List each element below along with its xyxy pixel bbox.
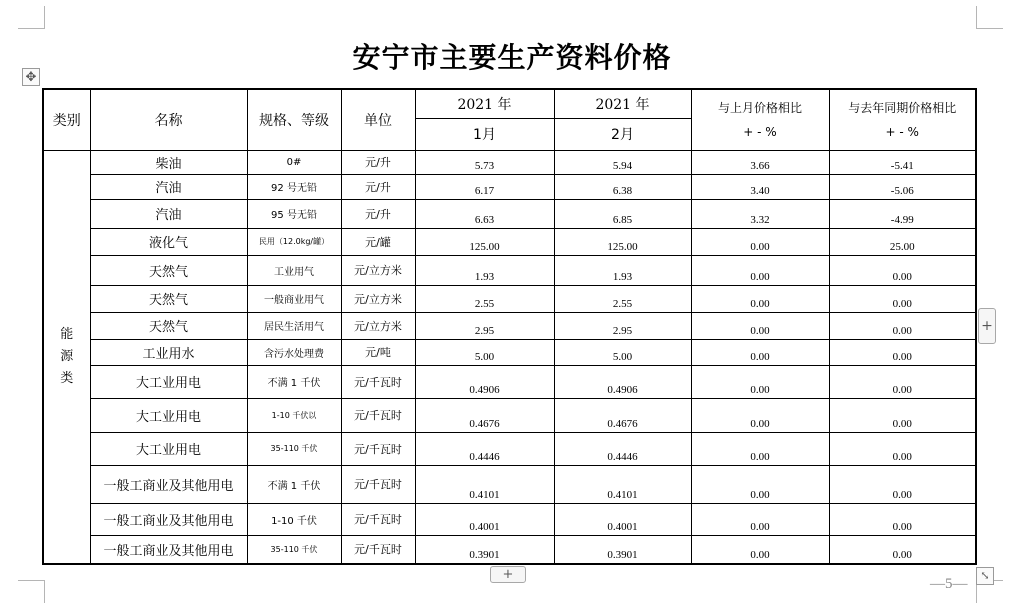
change-year-on-year[interactable] <box>829 199 976 228</box>
price-jan[interactable] <box>415 174 554 199</box>
price-jan-text: 2.95 <box>474 324 495 337</box>
price-jan[interactable] <box>415 339 554 365</box>
item-unit[interactable] <box>341 285 415 312</box>
change-month-on-month-text: 0.00 <box>750 350 770 363</box>
item-spec-text: 不满 1 千伏 <box>267 378 321 389</box>
item-name[interactable] <box>90 398 247 432</box>
change-year-on-year-text: 0.00 <box>892 297 912 310</box>
item-spec-text: 35-110 千伏 <box>270 444 318 453</box>
add-row-button[interactable]: + <box>490 566 526 583</box>
item-spec[interactable] <box>247 398 341 432</box>
item-name[interactable] <box>90 432 247 465</box>
item-spec-text: 不满 1 千伏 <box>267 480 321 492</box>
price-feb[interactable] <box>554 174 691 199</box>
item-name[interactable] <box>90 503 247 535</box>
item-spec-text: 35-110 千伏 <box>270 544 318 554</box>
page-title: 安宁市主要生产资料价格 <box>352 41 672 74</box>
price-jan[interactable] <box>415 228 554 255</box>
change-month-on-month-text: 0.00 <box>750 488 770 501</box>
item-name[interactable] <box>90 199 247 228</box>
table-row <box>43 535 976 564</box>
item-spec[interactable] <box>247 228 341 255</box>
item-name-text: 天然气 <box>148 293 188 308</box>
price-jan[interactable] <box>415 285 554 312</box>
price-jan[interactable] <box>415 199 554 228</box>
item-spec-text: 一般商业用气 <box>264 295 324 306</box>
price-feb-text: 0.4101 <box>607 488 638 501</box>
price-feb[interactable] <box>554 503 691 535</box>
item-spec[interactable] <box>247 199 341 228</box>
add-column-button[interactable]: + <box>978 308 996 344</box>
item-name-text: 汽油 <box>155 208 182 223</box>
change-month-on-month-text: 3.32 <box>750 213 770 226</box>
change-month-on-month-text: 0.00 <box>750 549 770 561</box>
item-spec-text: 含污水处理费 <box>264 348 324 360</box>
header-yoy-line2: + - % <box>885 124 919 139</box>
item-unit-text: 元/千瓦时 <box>354 478 402 491</box>
item-unit-text: 元/立方米 <box>354 319 402 333</box>
table-row <box>43 503 976 535</box>
item-name-text: 天然气 <box>148 264 188 280</box>
price-jan[interactable] <box>415 503 554 535</box>
item-unit[interactable] <box>341 312 415 339</box>
change-year-on-year-text: 0.00 <box>892 324 912 337</box>
table-row <box>43 150 976 174</box>
header-mom-line1: 与上月价格相比 <box>717 100 802 115</box>
table-move-handle-icon[interactable]: ✥ <box>22 68 40 86</box>
header-spec: 规格、等级 <box>247 89 341 150</box>
change-month-on-month[interactable] <box>691 150 829 174</box>
price-feb-text: 125.00 <box>607 240 638 253</box>
price-feb-text: 0.4906 <box>607 383 638 396</box>
price-jan-text: 0.4676 <box>469 417 500 430</box>
change-month-on-month-text: 0.00 <box>750 297 770 310</box>
change-month-on-month[interactable] <box>691 535 829 564</box>
category-cell <box>43 150 90 564</box>
price-feb[interactable] <box>554 228 691 255</box>
price-feb[interactable] <box>554 199 691 228</box>
item-name[interactable] <box>90 174 247 199</box>
change-month-on-month[interactable] <box>691 312 829 339</box>
price-table <box>42 88 977 565</box>
item-spec[interactable] <box>247 503 341 535</box>
price-feb[interactable] <box>554 255 691 285</box>
change-year-on-year-text: 0.00 <box>892 450 912 463</box>
item-name[interactable] <box>90 312 247 339</box>
price-jan[interactable] <box>415 150 554 174</box>
item-unit[interactable] <box>341 465 415 503</box>
item-name-text: 液化气 <box>148 236 188 251</box>
item-name-text: 一般工商业及其他用电 <box>103 478 234 494</box>
price-jan-text: 0.3901 <box>469 549 500 561</box>
item-spec-text: 1-10 千伏以 <box>271 410 317 420</box>
change-year-on-year[interactable] <box>829 174 976 199</box>
change-year-on-year-text: 25.00 <box>889 240 915 253</box>
item-name[interactable] <box>90 465 247 503</box>
price-jan[interactable] <box>415 398 554 432</box>
change-year-on-year-text: 0.00 <box>892 549 912 561</box>
change-month-on-month[interactable] <box>691 503 829 535</box>
change-year-on-year-text: -5.41 <box>890 159 914 172</box>
change-month-on-month[interactable] <box>691 339 829 365</box>
price-jan-text: 0.4101 <box>469 488 500 501</box>
item-unit[interactable] <box>341 174 415 199</box>
item-name-text: 一般工商业及其他用电 <box>103 513 234 529</box>
price-feb[interactable] <box>554 150 691 174</box>
item-unit[interactable] <box>341 150 415 174</box>
table-row <box>43 285 976 312</box>
price-jan[interactable] <box>415 255 554 285</box>
change-month-on-month-text: 0.00 <box>750 520 770 533</box>
change-year-on-year-text: -4.99 <box>890 213 914 226</box>
price-feb[interactable] <box>554 339 691 365</box>
item-unit-text: 元/千瓦时 <box>354 409 402 422</box>
table-row <box>43 339 976 365</box>
item-unit-text: 元/千瓦时 <box>354 442 402 456</box>
table-row <box>43 432 976 465</box>
item-spec[interactable] <box>247 150 341 174</box>
price-feb[interactable] <box>554 365 691 398</box>
table-row <box>43 312 976 339</box>
item-name[interactable] <box>90 339 247 365</box>
change-year-on-year[interactable] <box>829 228 976 255</box>
header-year-b: 2021 年 <box>554 89 691 118</box>
change-month-on-month-text: 3.66 <box>750 159 770 172</box>
price-jan[interactable] <box>415 432 554 465</box>
change-month-on-month[interactable] <box>691 465 829 503</box>
price-feb-text: 5.94 <box>612 159 633 172</box>
header-name: 名称 <box>90 89 247 150</box>
change-year-on-year-text: 0.00 <box>892 270 912 283</box>
item-unit[interactable] <box>341 365 415 398</box>
item-name-text: 汽油 <box>155 181 182 196</box>
change-year-on-year-text: -5.06 <box>890 184 914 197</box>
item-unit-text: 元/千瓦时 <box>354 543 402 557</box>
change-month-on-month-text: 3.40 <box>750 184 770 197</box>
price-feb-text: 1.93 <box>612 270 633 283</box>
item-unit[interactable] <box>341 255 415 285</box>
item-unit[interactable] <box>341 339 415 365</box>
price-feb-text: 0.4001 <box>607 520 638 533</box>
item-spec[interactable] <box>247 174 341 199</box>
item-unit[interactable] <box>341 199 415 228</box>
item-name[interactable] <box>90 285 247 312</box>
header-yoy-line1: 与去年同期价格相比 <box>848 100 957 115</box>
price-jan-text: 125.00 <box>469 240 500 253</box>
item-spec[interactable] <box>247 255 341 285</box>
change-month-on-month-text: 0.00 <box>750 324 770 337</box>
item-unit[interactable] <box>341 228 415 255</box>
change-year-on-year[interactable] <box>829 535 976 564</box>
item-spec-text: 0# <box>286 156 302 168</box>
item-spec[interactable] <box>247 312 341 339</box>
change-month-on-month-text: 0.00 <box>750 417 770 430</box>
header-year-a: 2021 年 <box>415 89 554 118</box>
price-jan-text: 0.4001 <box>469 520 500 533</box>
price-feb[interactable] <box>554 312 691 339</box>
price-jan-text: 6.63 <box>474 213 495 226</box>
crop-mark-top-right <box>976 6 1003 29</box>
table-row <box>43 228 976 255</box>
change-year-on-year[interactable] <box>829 150 976 174</box>
item-name-text: 工业用水 <box>142 346 195 362</box>
change-month-on-month[interactable] <box>691 285 829 312</box>
change-year-on-year[interactable] <box>829 503 976 535</box>
item-unit-text: 元/升 <box>365 180 391 194</box>
price-feb[interactable] <box>554 285 691 312</box>
header-month-on-month <box>691 89 829 150</box>
change-year-on-year-text: 0.00 <box>892 417 912 430</box>
price-feb-text: 6.85 <box>612 213 633 226</box>
price-jan-text: 5.73 <box>474 159 495 172</box>
table-resize-handle-icon[interactable]: ⤡ <box>976 567 994 585</box>
change-year-on-year[interactable] <box>829 339 976 365</box>
change-month-on-month[interactable] <box>691 199 829 228</box>
change-month-on-month-text: 0.00 <box>750 270 770 283</box>
change-month-on-month[interactable] <box>691 365 829 398</box>
price-jan-text: 6.17 <box>474 184 495 197</box>
item-spec[interactable] <box>247 365 341 398</box>
change-month-on-month[interactable] <box>691 174 829 199</box>
table-row <box>43 398 976 432</box>
item-name-text: 柴油 <box>155 156 182 172</box>
page-number: —5— <box>930 576 968 592</box>
header-year-on-year <box>829 89 976 150</box>
price-feb[interactable] <box>554 398 691 432</box>
item-name[interactable] <box>90 150 247 174</box>
price-jan-text: 1.93 <box>474 270 495 283</box>
crop-mark-top-left <box>18 6 45 29</box>
change-month-on-month[interactable] <box>691 255 829 285</box>
item-unit-text: 元/千瓦时 <box>354 375 402 389</box>
item-unit-text: 元/罐 <box>365 235 391 249</box>
change-month-on-month[interactable] <box>691 228 829 255</box>
item-spec-text: 居民生活用气 <box>264 322 324 333</box>
change-month-on-month-text: 0.00 <box>750 383 770 396</box>
header-month-a: 1月 <box>415 118 554 150</box>
item-spec[interactable] <box>247 432 341 465</box>
item-unit-text: 元/升 <box>365 156 391 169</box>
change-year-on-year[interactable] <box>829 255 976 285</box>
change-year-on-year[interactable] <box>829 365 976 398</box>
table-row <box>43 465 976 503</box>
crop-mark-bottom-left <box>18 580 45 603</box>
item-unit-text: 元/立方米 <box>354 292 402 306</box>
table-row <box>43 174 976 199</box>
item-unit[interactable] <box>341 535 415 564</box>
item-name-text: 大工业用电 <box>135 409 201 425</box>
change-year-on-year-text: 0.00 <box>892 350 912 363</box>
price-feb[interactable] <box>554 465 691 503</box>
item-name[interactable] <box>90 228 247 255</box>
change-month-on-month[interactable] <box>691 432 829 465</box>
item-unit-text: 元/吨 <box>365 346 391 359</box>
price-feb-text: 0.4446 <box>607 450 638 463</box>
header-mom-line2: + - % <box>743 124 777 139</box>
item-unit-text: 元/千瓦时 <box>354 513 402 526</box>
item-spec[interactable] <box>247 465 341 503</box>
price-feb-text: 2.95 <box>612 324 633 337</box>
item-name-text: 天然气 <box>148 320 188 335</box>
price-jan[interactable] <box>415 312 554 339</box>
price-feb-text: 0.4676 <box>607 417 638 430</box>
price-jan-text: 2.55 <box>474 297 495 310</box>
change-year-on-year-text: 0.00 <box>892 383 912 396</box>
change-month-on-month-text: 0.00 <box>750 450 770 463</box>
change-year-on-year-text: 0.00 <box>892 488 912 501</box>
price-feb[interactable] <box>554 432 691 465</box>
price-feb-text: 6.38 <box>612 184 633 197</box>
table-row <box>43 365 976 398</box>
price-jan-text: 0.4906 <box>469 383 500 396</box>
item-spec[interactable] <box>247 285 341 312</box>
item-spec-text: 92 号无铅 <box>271 183 317 194</box>
item-name-text: 一般工商业及其他用电 <box>103 543 234 559</box>
price-jan[interactable] <box>415 465 554 503</box>
price-feb-text: 5.00 <box>612 350 633 363</box>
item-spec-text: 1-10 千伏 <box>271 515 317 527</box>
item-name[interactable] <box>90 535 247 564</box>
price-jan-text: 5.00 <box>474 350 495 363</box>
header-month-b: 2月 <box>554 118 691 150</box>
header-category: 类别 <box>43 89 90 150</box>
item-name[interactable] <box>90 255 247 285</box>
item-spec-text: 民用（12.0kg/罐） <box>258 237 330 246</box>
price-feb-text: 0.3901 <box>607 549 638 561</box>
change-year-on-year[interactable] <box>829 285 976 312</box>
table-body <box>43 150 976 564</box>
item-unit[interactable] <box>341 398 415 432</box>
item-unit-text: 元/升 <box>365 207 391 221</box>
item-unit[interactable] <box>341 503 415 535</box>
change-year-on-year[interactable] <box>829 432 976 465</box>
change-year-on-year[interactable] <box>829 465 976 503</box>
item-unit-text: 元/立方米 <box>354 264 402 277</box>
change-month-on-month-text: 0.00 <box>750 240 770 253</box>
change-month-on-month[interactable] <box>691 398 829 432</box>
item-name[interactable] <box>90 365 247 398</box>
price-feb[interactable] <box>554 535 691 564</box>
price-jan[interactable] <box>415 365 554 398</box>
header-unit: 单位 <box>341 89 415 150</box>
change-year-on-year[interactable] <box>829 312 976 339</box>
item-unit[interactable] <box>341 432 415 465</box>
item-name-text: 大工业用电 <box>135 376 201 391</box>
price-jan[interactable] <box>415 535 554 564</box>
item-spec[interactable] <box>247 339 341 365</box>
category-label: 能源类 <box>60 326 74 386</box>
price-feb-text: 2.55 <box>612 297 633 310</box>
change-year-on-year-text: 0.00 <box>892 520 912 533</box>
item-spec[interactable] <box>247 535 341 564</box>
item-spec-text: 工业用气 <box>274 266 314 278</box>
price-jan-text: 0.4446 <box>469 450 500 463</box>
item-spec-text: 95 号无铅 <box>271 210 317 221</box>
change-year-on-year[interactable] <box>829 398 976 432</box>
table-row <box>43 199 976 228</box>
item-name-text: 大工业用电 <box>135 443 201 458</box>
table-row <box>43 255 976 285</box>
